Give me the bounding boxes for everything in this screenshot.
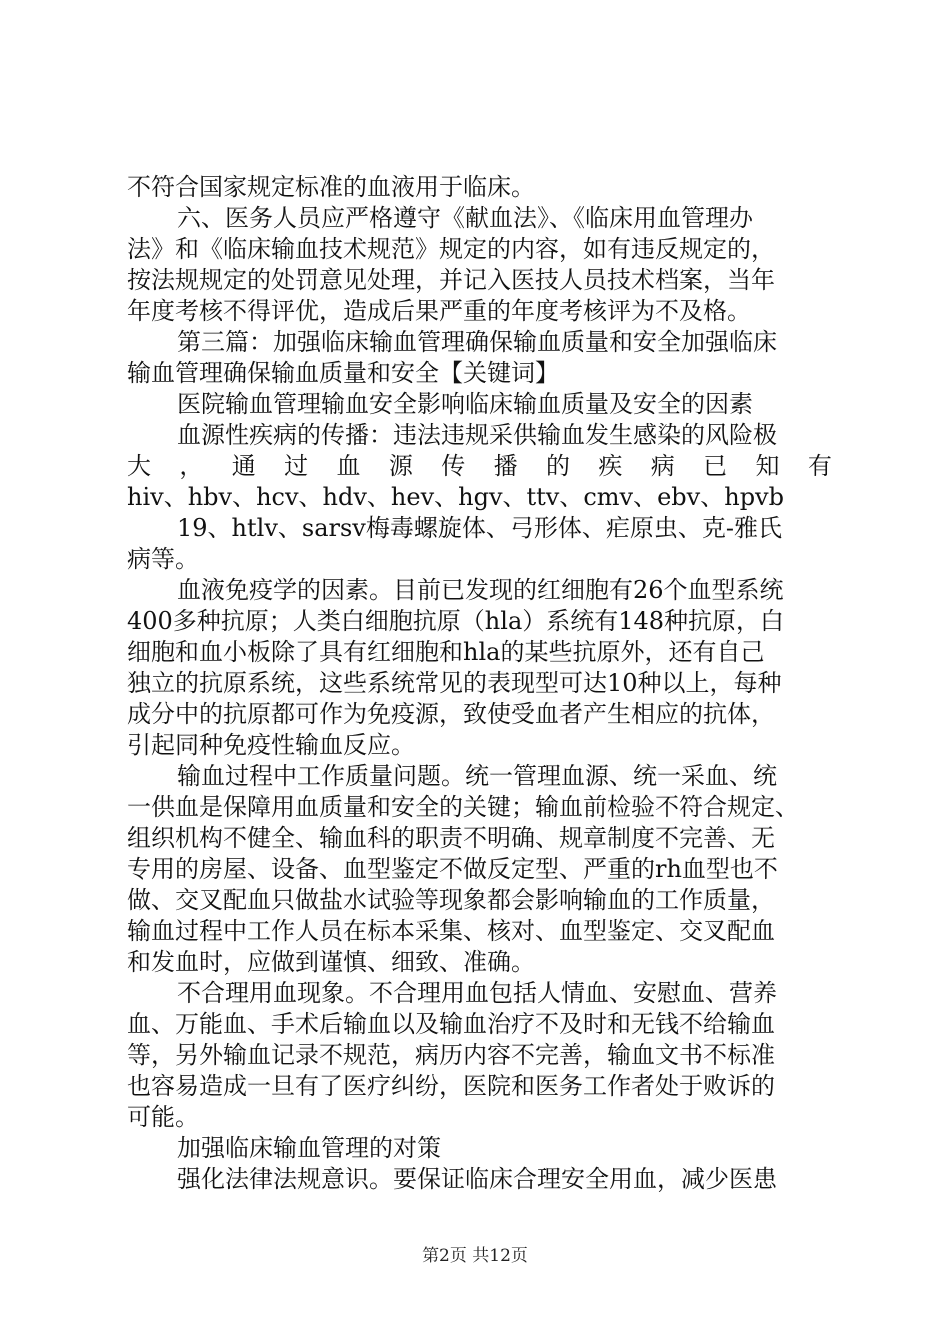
keywords-line: 医院输血管理输血安全影响临床输血质量及安全的因素 [177, 390, 753, 418]
paragraph-line: 血源性疾病的传播：违法违规采供输血发生感染的风险极 [177, 421, 777, 449]
paragraph-line: 引起同种免疫性输血反应。 [127, 731, 415, 759]
paragraph-line: 组织机构不健全、输血科的职责不明确、规章制度不完善、无 [127, 824, 775, 852]
spaced-character: 源 [388, 452, 413, 480]
paragraph-line: 六、医务人员应严格遵守《献血法》、《临床用血管理办 [177, 204, 753, 232]
paragraph-line: 19、htlv、sarsv梅毒螺旋体、弓形体、疟原虫、克-雅氏 [177, 514, 782, 542]
paragraph-line: 400多种抗原；人类白细胞抗原（hla）系统有148种抗原，白 [127, 607, 785, 635]
spaced-character: 血 [336, 452, 361, 480]
paragraph-line: 血液免疫学的因素。目前已发现的红细胞有26个血型系统 [177, 576, 784, 604]
paragraph-line: hiv、hbv、hcv、hdv、hev、hgv、ttv、cmv、ebv、hpvb [127, 483, 784, 511]
spaced-character: 已 [703, 452, 728, 480]
spaced-character: 知 [755, 452, 780, 480]
paragraph-line: 也容易造成一旦有了医疗纠纷，医院和医务工作者处于败诉的 [127, 1072, 775, 1100]
paragraph-line: 法》和《临床输血技术规范》规定的内容，如有违反规定的， [127, 235, 775, 263]
paragraph-line: 输血过程中工作质量问题。统一管理血源、统一采血、统 [177, 762, 777, 790]
section-title-line: 第三篇：加强临床输血管理确保输血质量和安全加强临床 [177, 328, 777, 356]
paragraph-line: 年度考核不得评优，造成后果严重的年度考核评为不及格。 [127, 297, 751, 325]
paragraph-line: 强化法律法规意识。要保证临床合理安全用血，减少医患 [177, 1165, 777, 1193]
paragraph-line: 病等。 [127, 545, 199, 573]
paragraph-line: 细胞和血小板除了具有红细胞和hla的某些抗原外，还有自己 [127, 638, 765, 666]
spaced-character: 过 [284, 452, 309, 480]
section-heading-line: 加强临床输血管理的对策 [177, 1134, 441, 1162]
section-title-line: 输血管理确保输血质量和安全【关键词】 [127, 359, 559, 387]
paragraph-line: 不合理用血现象。不合理用血包括人情血、安慰血、营养 [177, 979, 777, 1007]
paragraph-line: 一供血是保障用血质量和安全的关键；输血前检验不符合规定、 [127, 793, 799, 821]
paragraph-line: 血、万能血、手术后输血以及输血治疗不及时和无钱不给输血 [127, 1010, 775, 1038]
paragraph-line: 成分中的抗原都可作为免疫源，致使受血者产生相应的抗体， [127, 700, 775, 728]
paragraph-line: 做、交叉配血只做盐水试验等现象都会影响输血的工作质量， [127, 886, 775, 914]
spaced-character: 病 [650, 452, 675, 480]
paragraph-line: 输血过程中工作人员在标本采集、核对、血型鉴定、交叉配血 [127, 917, 775, 945]
spaced-character: 疾 [598, 452, 623, 480]
spaced-character: 播 [493, 452, 518, 480]
spaced-character: 通 [231, 452, 256, 480]
paragraph-line: 专用的房屋、设备、血型鉴定不做反定型、严重的rh血型也不 [127, 855, 778, 883]
spaced-character: 传 [441, 452, 466, 480]
paragraph-line: 按法规规定的处罚意见处理，并记入医技人员技术档案，当年 [127, 266, 775, 294]
spaced-character: 有 [807, 452, 832, 480]
paragraph-line: 和发血时，应做到谨慎、细致、准确。 [127, 948, 535, 976]
paragraph-line: 不符合国家规定标准的血液用于临床。 [127, 173, 535, 201]
spaced-character: 的 [546, 452, 570, 480]
spaced-character: 大 [127, 452, 151, 480]
spaced-paragraph-line [127, 451, 832, 482]
page-footer: 第2页 共12页 [422, 1246, 528, 1266]
paragraph-line: 独立的抗原系统，这些系统常见的表现型可达10种以上，每种 [127, 669, 782, 697]
spaced-character: ， [179, 452, 204, 480]
paragraph-line: 等，另外输血记录不规范，病历内容不完善，输血文书不标准 [127, 1041, 775, 1069]
paragraph-line: 可能。 [127, 1103, 199, 1131]
